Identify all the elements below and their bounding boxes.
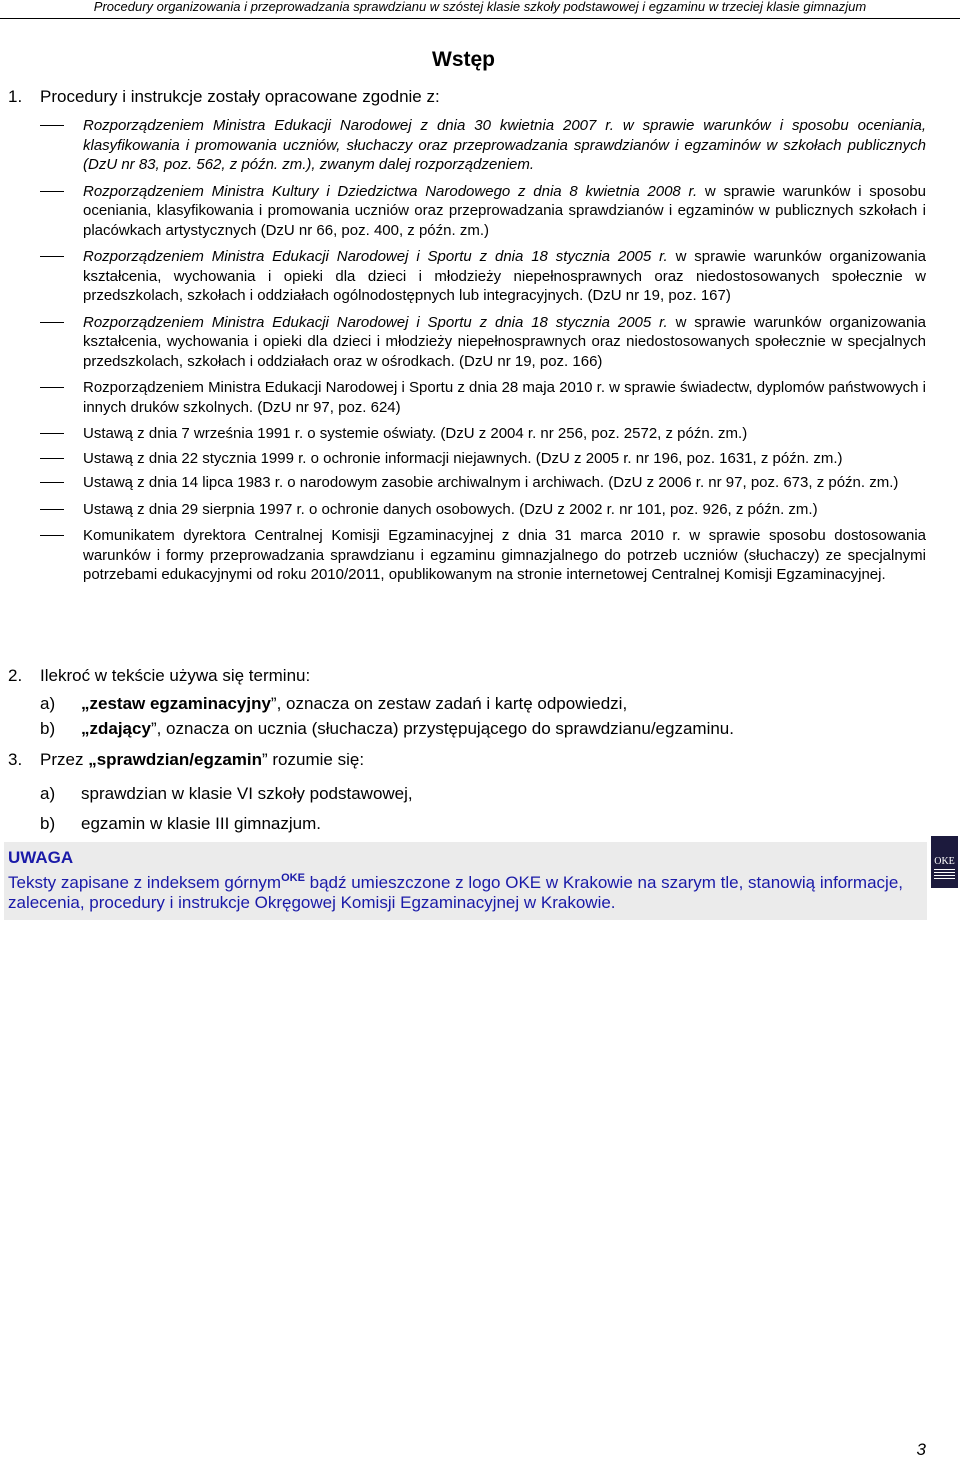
list-item: Ustawą z dnia 29 sierpnia 1997 r. o ochronie danych osobowych. (DzU z 2002 r. nr 101, poz. 926, z późn. zm.)	[40, 500, 926, 520]
list-item: b) „zdający”, oznacza on ucznia (słuchacza) przystępującego do sprawdzianu/egzaminu.	[40, 719, 734, 738]
section-number: 3.	[8, 750, 23, 769]
section-number: 1.	[8, 87, 23, 106]
section-number: 2.	[8, 666, 23, 685]
notice-heading: UWAGA	[8, 848, 74, 867]
section-1	[8, 87, 440, 107]
section-text: Ilekroć w tekście używa się terminu:	[40, 666, 311, 685]
exams-list	[40, 784, 413, 834]
section-3: 3. Przez „sprawdzian/egzamin” rozumie się:	[8, 750, 365, 769]
section-2	[8, 666, 310, 686]
list-item: Ustawą z dnia 22 stycznia 1999 r. o ochronie informacji niejawnych. (DzU z 2005 r. nr 196, poz. 1631, z późn. zm.)	[40, 449, 926, 469]
list-item: Rozporządzeniem Ministra Edukacji Narodowej i Sportu z dnia 28 maja 2010 r. w sprawie świadectw, dyplomów państwowych i innych druków szkolnych. (DzU nr 97, poz. 624)	[40, 378, 926, 417]
terms-list	[40, 694, 734, 739]
list-item: Rozporządzeniem Ministra Edukacji Narodowej i Sportu z dnia 18 stycznia 2005 r. w sprawie warunków organizowania kształcenia, wychowania i opieki dla dzieci i młodzieży niepełnosprawnych oraz niedostosowanych społecznie w specjalnych przedszkolach, szkołach i oddziałach oraz w ośrodkach. (DzU nr 19, poz. 166)	[40, 313, 926, 372]
notice-box	[4, 842, 927, 920]
oke-logo-icon	[931, 836, 958, 888]
section-text: Procedury i instrukcje zostały opracowane zgodnie z:	[40, 87, 440, 106]
list-item: b) egzamin w klasie III gimnazjum.	[40, 814, 321, 833]
list-item: Ustawą z dnia 7 września 1991 r. o systemie oświaty. (DzU z 2004 r. nr 256, poz. 2572, z późn. zm.)	[40, 424, 926, 444]
list-item: Rozporządzeniem Ministra Edukacji Narodowej z dnia 30 kwietnia 2007 r. w sprawie warunków i sposobu oceniania, klasyfikowania i promowania uczniów, słuchaczy oraz przeprowadzania sprawdzianów i egzaminów w szkołach publicznych (DzU nr 83, poz. 562, z późn. zm.), zwanym dalej rozporządzeniem.	[40, 116, 926, 175]
list-item: a) sprawdzian w klasie VI szkoły podstawowej,	[40, 784, 413, 803]
svg-text:OKE: OKE	[934, 856, 955, 867]
page-number: 3	[916, 1440, 926, 1459]
running-header: Procedury organizowania i przeprowadzania sprawdzianu w szóstej klasie szkoły podstawowej i egzaminu w trzeciej klasie gimnazjum	[0, 0, 960, 19]
list-item: Ustawą z dnia 14 lipca 1983 r. o narodowym zasobie archiwalnym i archiwach. (DzU z 2006 r. nr 97, poz. 673, z późn. zm.)	[40, 473, 926, 493]
legal-basis-list	[40, 116, 926, 592]
notice-text: Teksty zapisane z indeksem górnym$^{OKE}$ bądź umieszczone z logo OKE w Krakowie na szarym tle, stanowią informacje, zalecenia, procedury i instrukcje Okręgowej Komisji Egzaminacyjnej w Krakowie.	[8, 872, 903, 912]
list-item: Rozporządzeniem Ministra Kultury i Dziedzictwa Narodowego z dnia 8 kwietnia 2008 r. w sprawie warunków i sposobu oceniania, klasyfikowania i promowania uczniów oraz przeprowadzania sprawdzianów i egzaminów w publicznych szkołach i placówkach artystycznych (DzU nr 66, poz. 400, z późn. zm.)	[40, 182, 926, 241]
list-item: Komunikatem dyrektora Centralnej Komisji Egzaminacyjnej z dnia 31 marca 2010 r. w sprawie sposobu dostosowania warunków i formy przeprowadzania sprawdzianu i egzaminu gimnazjalnego do potrzeb uczniów (słuchaczy) ze specjalnymi potrzebami edukacyjnymi od roku 2010/2011, opublikowanym na stronie internetowej Centralnej Komisji Egzaminacyjnej.	[40, 526, 926, 585]
page-title: Wstęp	[432, 48, 495, 71]
list-item: a) „zestaw egzaminacyjny”, oznacza on zestaw zadań i kartę odpowiedzi,	[40, 694, 628, 713]
list-item: Rozporządzeniem Ministra Edukacji Narodowej i Sportu z dnia 18 stycznia 2005 r. w sprawie warunków organizowania kształcenia, wychowania i opieki dla dzieci i młodzieży niepełnosprawnych oraz niedostosowanych społecznie w przedszkolach, szkołach i oddziałach ogólnodostępnych lub integracyjnych. (DzU nr 19, poz. 167)	[40, 247, 926, 306]
